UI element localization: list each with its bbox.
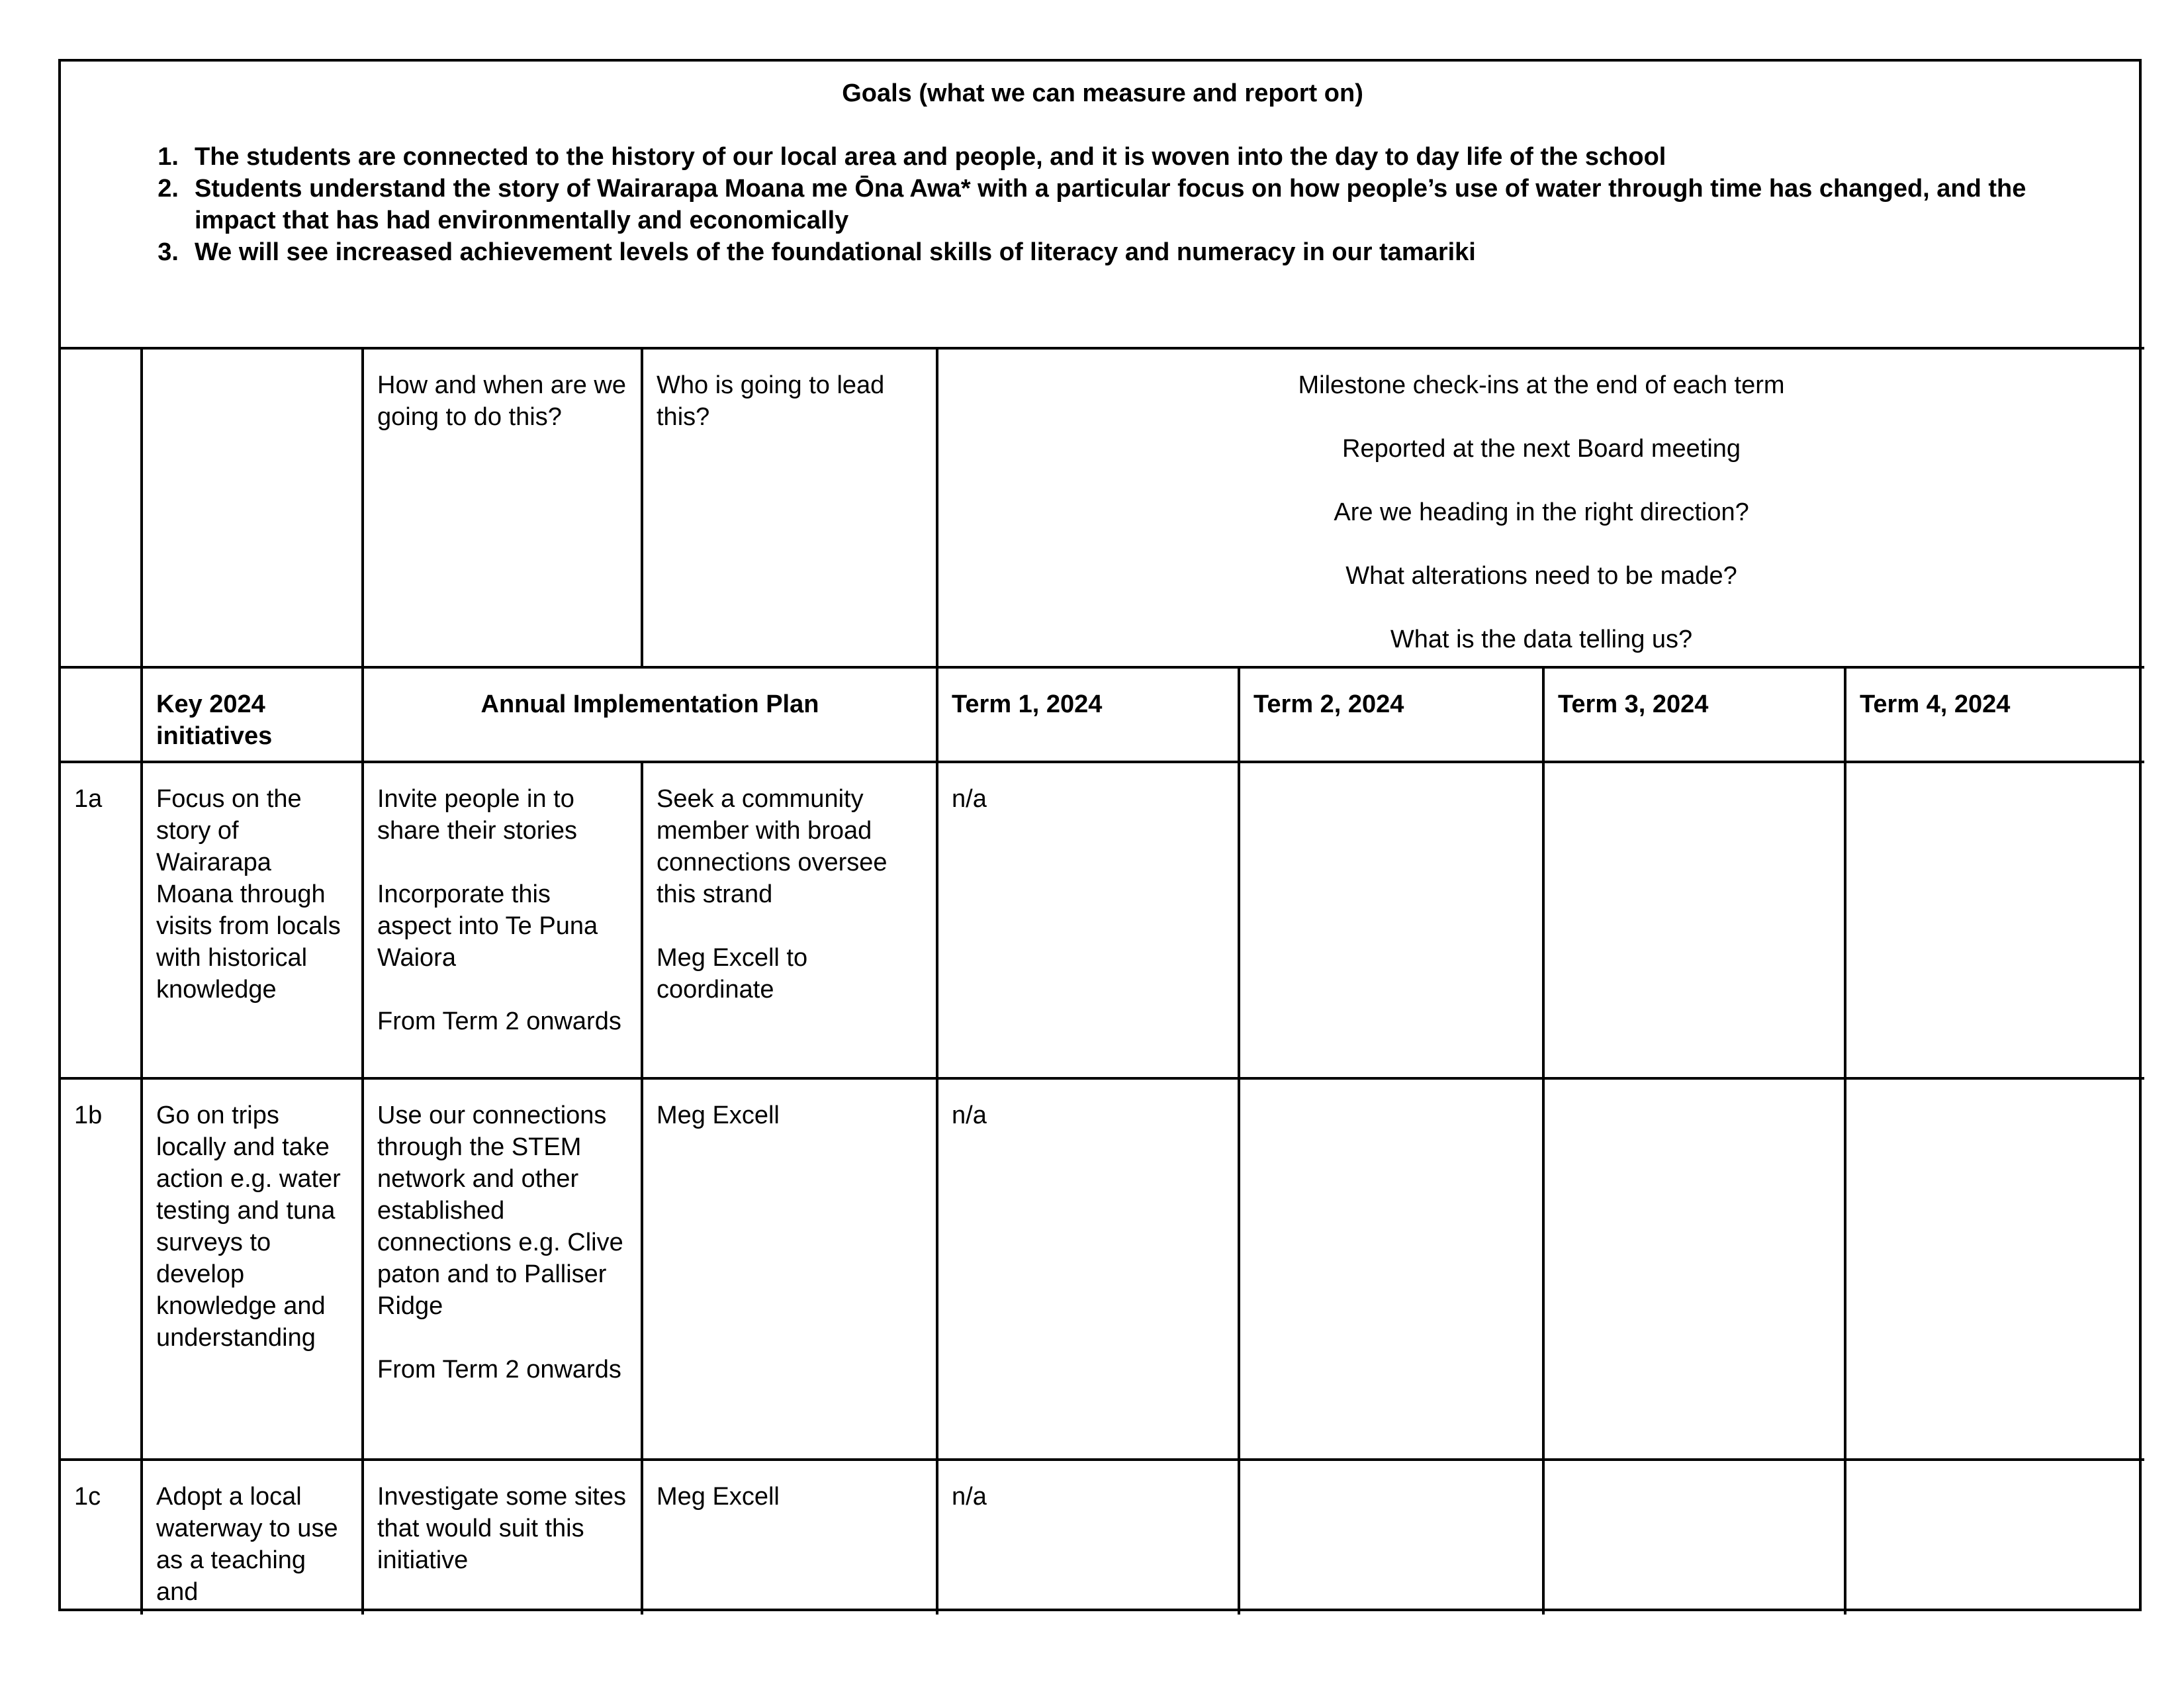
how-text: From Term 2 onwards	[377, 1356, 621, 1383]
empty-cell	[61, 348, 142, 667]
who-cell	[642, 762, 937, 1078]
how-text: From Term 2 onwards	[377, 1008, 621, 1035]
row-id: 1c	[61, 1460, 142, 1615]
who-text: Seek a community member with broad connections oversee this strand	[657, 785, 887, 908]
table-row	[61, 1460, 2144, 1615]
table-row	[61, 1078, 2144, 1460]
term4-cell	[1845, 1460, 2144, 1615]
term3-cell	[1543, 1460, 1845, 1615]
goal-text: We will see increased achievement levels of the foundational skills of literacy and numeracy in our tamariki	[195, 238, 1476, 266]
goals-list	[74, 141, 2131, 268]
term4-cell	[1845, 762, 2144, 1078]
how-text: Incorporate this aspect into Te Puna Waiora	[377, 880, 598, 972]
term3-cell	[1543, 1078, 1845, 1460]
who-text: Meg Excell	[657, 1483, 780, 1511]
term1-cell: n/a	[937, 1460, 1239, 1615]
milestone-line: What alterations need to be made?	[1345, 562, 1737, 590]
empty-cell	[61, 667, 142, 762]
milestone-line: Milestone check-ins at the end of each term	[1298, 371, 1785, 399]
who-text: Meg Excell	[657, 1102, 780, 1129]
column-headers-row	[61, 667, 2144, 762]
milestones-cell	[937, 348, 2144, 667]
goal-number: 3.	[158, 238, 179, 266]
plan-table-frame	[58, 59, 2142, 1611]
goal-item	[74, 173, 2131, 236]
goal-text: Students understand the story of Wairarapa Moana me Ōna Awa* with a particular focus on how people’s use of water through time has changed, and the impact that has had environmentally and economically	[195, 175, 2026, 234]
initiative-cell: Adopt a local waterway to use as a teaching and	[142, 1460, 363, 1615]
goal-number: 2.	[158, 175, 179, 203]
initiative-cell: Focus on the story of Wairarapa Moana through visits from locals with historical knowledge	[142, 762, 363, 1078]
how-text: Use our connections through the STEM network and other established connections e.g. Clive paton and to Palliser Ridge	[377, 1102, 623, 1320]
row-id: 1a	[61, 762, 142, 1078]
milestone-line: Reported at the next Board meeting	[1342, 435, 1741, 463]
goal-item	[74, 236, 2131, 268]
annual-plan-header: Annual Implementation Plan	[363, 667, 937, 762]
who-cell	[642, 1078, 937, 1460]
how-when-header: How and when are we going to do this?	[363, 348, 642, 667]
term1-header: Term 1, 2024	[937, 667, 1239, 762]
questions-row	[61, 348, 2144, 667]
how-cell	[363, 762, 642, 1078]
initiative-cell: Go on trips locally and take action e.g. water testing and tuna surveys to develop knowledge and understanding	[142, 1078, 363, 1460]
goal-text: The students are connected to the history of our local area and people, and it is woven into the day to day life of the school	[195, 143, 1666, 171]
how-cell	[363, 1078, 642, 1460]
goal-item	[74, 141, 2131, 173]
term2-cell	[1239, 1078, 1543, 1460]
how-text: Invite people in to share their stories	[377, 785, 578, 845]
goals-row	[61, 62, 2144, 348]
goal-number: 1.	[158, 143, 179, 171]
row-id: 1b	[61, 1078, 142, 1460]
term2-cell	[1239, 1460, 1543, 1615]
who-lead-header: Who is going to lead this?	[642, 348, 937, 667]
term3-header: Term 3, 2024	[1543, 667, 1845, 762]
who-cell	[642, 1460, 937, 1615]
term1-cell: n/a	[937, 1078, 1239, 1460]
implementation-plan-table	[61, 62, 2144, 1615]
term3-cell	[1543, 762, 1845, 1078]
milestone-line: Are we heading in the right direction?	[1334, 498, 1749, 526]
who-text: Meg Excell to coordinate	[657, 944, 808, 1004]
term2-cell	[1239, 762, 1543, 1078]
how-text: Investigate some sites that would suit this initiative	[377, 1483, 626, 1574]
term1-cell: n/a	[937, 762, 1239, 1078]
goals-title: Goals (what we can measure and report on)	[842, 79, 1363, 107]
term4-header: Term 4, 2024	[1845, 667, 2144, 762]
milestone-line: What is the data telling us?	[1390, 626, 1693, 653]
table-row	[61, 762, 2144, 1078]
term4-cell	[1845, 1078, 2144, 1460]
how-cell	[363, 1460, 642, 1615]
term2-header: Term 2, 2024	[1239, 667, 1543, 762]
goals-cell	[61, 62, 2144, 348]
empty-cell	[142, 348, 363, 667]
key-initiatives-header: Key 2024 initiatives	[142, 667, 363, 762]
